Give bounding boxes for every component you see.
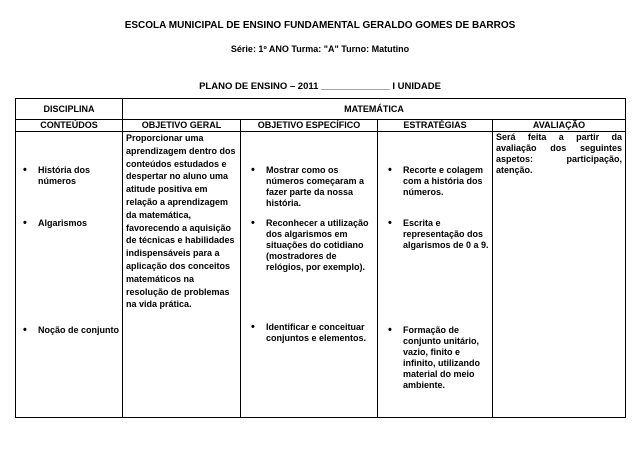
objetivo-especifico-item bbox=[241, 322, 374, 344]
col-header-avaliacao: AVALIAÇÃO bbox=[493, 120, 626, 132]
conteudo-item bbox=[16, 165, 119, 187]
objetivo-especifico-item bbox=[241, 218, 374, 273]
objetivo-especifico-text: • Reconhecer a utilização dos algarismos em situações do cotidiano (mostradores de relógios, por exemplo). bbox=[241, 218, 374, 273]
estrategia-item bbox=[378, 325, 489, 391]
conteudos-cell bbox=[16, 132, 123, 418]
objetivo-especifico-text: • Mostrar como os números começaram a fazer parte da nossa história. bbox=[241, 165, 374, 209]
estrategias-cell bbox=[378, 132, 493, 418]
school-name: ESCOLA MUNICIPAL DE ENSINO FUNDAMENTAL GERALDO GOMES DE BARROS bbox=[124, 20, 516, 31]
avaliacao-cell: Será feita a partir da avaliação dos seguintes aspetos: participação, atenção. bbox=[493, 132, 626, 418]
conteudo-text: • Noção de conjunto bbox=[16, 325, 119, 336]
col-header-objetivo-geral: OBJETIVO GERAL bbox=[123, 120, 241, 132]
col-header-conteudos: CONTEÚDOS bbox=[16, 120, 123, 132]
col-header-objetivo-especifico: OBJETIVO ESPECÍFICO bbox=[241, 120, 378, 132]
conteudo-text: • História dos números bbox=[16, 165, 119, 187]
estrategia-item bbox=[378, 165, 489, 198]
conteudo-text: • Algarismos bbox=[16, 218, 119, 229]
conteudo-item bbox=[16, 218, 119, 229]
column-header-row bbox=[16, 120, 626, 132]
discipline-label: DISCIPLINA bbox=[16, 99, 123, 120]
estrategia-text: • Escrita e representação dos algarismos de 0 a 9. bbox=[378, 218, 489, 251]
estrategia-text: • Formação de conjunto unitário, vazio, finito e infinito, utilizando material do meio ambiente. bbox=[378, 325, 489, 391]
objetivo-especifico-cell bbox=[241, 132, 378, 418]
objetivo-especifico-text: • Identificar e conceituar conjuntos e elementos. bbox=[241, 322, 374, 344]
conteudo-item bbox=[16, 325, 119, 336]
col-header-estrategias: ESTRATÉGIAS bbox=[378, 120, 493, 132]
discipline-value: MATEMÁTICA bbox=[123, 99, 626, 120]
objetivo-especifico-item bbox=[241, 165, 374, 209]
discipline-row bbox=[16, 99, 626, 120]
estrategia-item bbox=[378, 218, 489, 251]
teaching-plan-table bbox=[15, 98, 626, 418]
objetivo-geral-cell: Proporcionar uma aprendizagem dentro dos conteúdos estudados e despertar no aluno uma atitude positiva em relação a aprendizagem da matemática, favorecendo a aquisição de técnicas e habilidades indispensáveis para a aplicação dos conceitos matemáticos na resolução de problemas na vida prática. bbox=[123, 132, 241, 418]
class-info: Série: 1º ANO Turma: "A" Turno: Matutino bbox=[230, 44, 410, 54]
plan-title: PLANO DE ENSINO – 2011 _____________ I UNIDADE bbox=[199, 81, 441, 92]
estrategia-text: • Recorte e colagem com a história dos números. bbox=[378, 165, 489, 198]
content-row bbox=[16, 132, 626, 418]
